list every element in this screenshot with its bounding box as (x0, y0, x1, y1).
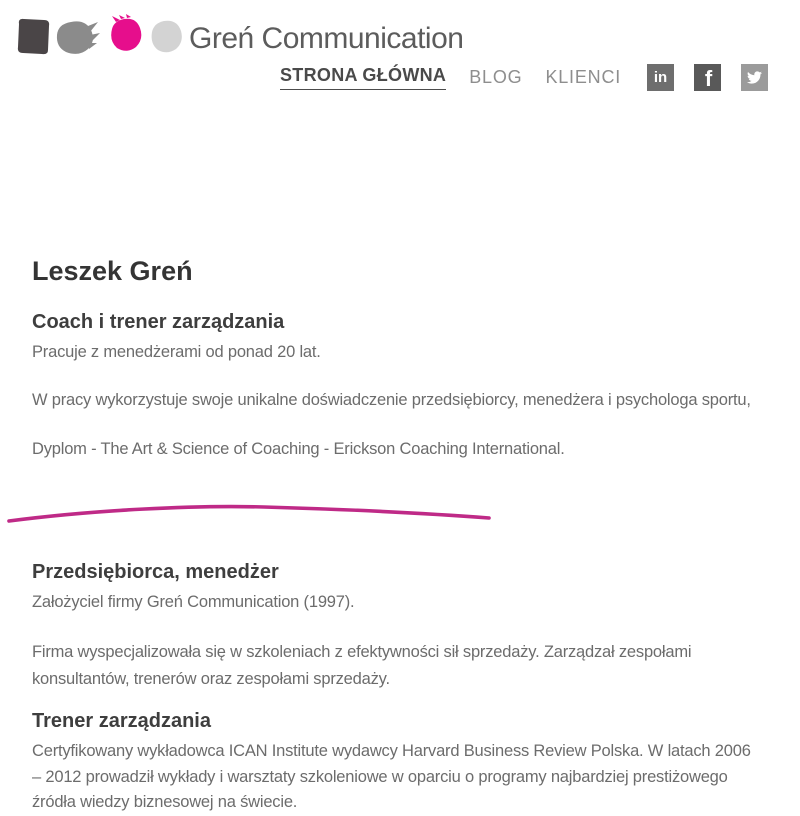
logo-text: Greń Communication (189, 22, 464, 55)
brush-blob-gray-icon (57, 21, 100, 54)
paragraph-line: Założyciel firmy Greń Communication (1997). (32, 593, 355, 611)
linkedin-icon[interactable] (647, 64, 674, 91)
nav-item-strona-glowna[interactable]: STRONA GŁÓWNA (280, 65, 446, 90)
logo-paint-blobs (12, 14, 188, 60)
nav-item-blog[interactable]: BLOG (469, 66, 523, 87)
paragraph-line: Dyplom - The Art & Science of Coaching - Erickson Coaching International. (32, 440, 565, 458)
paragraph-line: – 2012 prowadził wykłady i warsztaty szkoleniowe w oparciu o programy najbardziej prestiżowego (32, 767, 728, 786)
paragraph-line: konsultantów, trenerów oraz zespołami sprzedaży. (32, 670, 390, 688)
brush-blob-pink-icon (111, 14, 141, 51)
twitter-icon[interactable] (741, 64, 768, 91)
facebook-glyph: f (704, 66, 713, 91)
brush-blob-light-icon (152, 21, 182, 53)
linkedin-glyph: in (653, 68, 668, 86)
brush-blob-dark-icon (18, 19, 49, 54)
site-logo[interactable] (12, 14, 464, 64)
nav-item-klienci[interactable]: KLIENCI (545, 66, 622, 87)
paragraph-line: W pracy wykorzystuje swoje unikalne doświadczenie przedsiębiorcy, menedżera i psychologa sportu, (32, 391, 751, 409)
section-heading-trener: Trener zarządzania (32, 710, 211, 732)
paragraph (32, 739, 751, 816)
pink-brush-divider (4, 501, 494, 527)
page-title: Leszek Greń (32, 256, 193, 286)
paragraph-line: Pracuje z menedżerami od ponad 20 lat. (32, 343, 321, 361)
paragraph (32, 639, 691, 693)
twitter-bird-glyph (746, 70, 763, 85)
paragraph-line: Certyfikowany wykładowca ICAN Institute wydawcy Harvard Business Review Polska. W latach 2006 (32, 742, 751, 760)
facebook-icon[interactable] (694, 64, 721, 91)
paragraph-line: Firma wyspecjalizowała się w szkoleniach z efektywności sił sprzedaży. Zarządzał zespołami (32, 643, 692, 661)
social-links (647, 64, 768, 91)
section-heading-coach: Coach i trener zarządzania (32, 311, 285, 333)
main-nav (280, 61, 768, 93)
paragraph-line: źródła wiedzy biznesowej na świecie. (32, 793, 298, 811)
section-heading-przedsiebiorca: Przedsiębiorca, menedżer (32, 561, 279, 583)
